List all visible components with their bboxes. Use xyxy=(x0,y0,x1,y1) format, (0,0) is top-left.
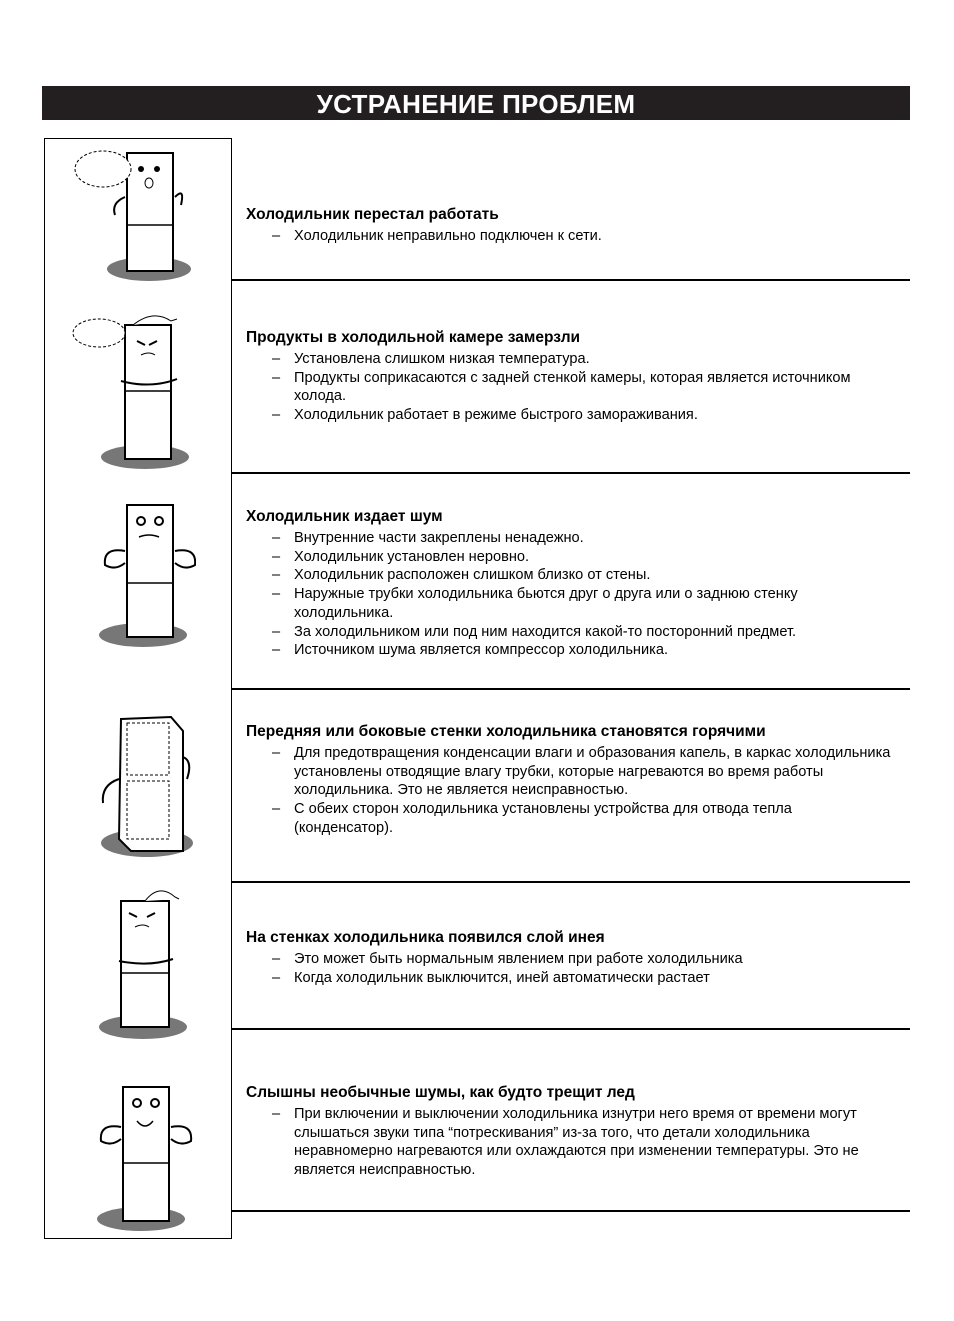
list-item: – Установлена слишком низкая температура. xyxy=(272,351,590,367)
section-divider xyxy=(232,1028,910,1030)
cause-list xyxy=(246,1105,894,1180)
page-title: УСТРАНЕНИЕ ПРОБЛЕМ xyxy=(42,86,910,120)
list-item: – Холодильник расположен слишком близко от стены. xyxy=(272,567,651,584)
illustration-column xyxy=(44,138,232,1239)
fridge-hot-icon xyxy=(71,709,196,859)
list-item: – Это может быть нормальным явлением при работе холодильника xyxy=(272,951,743,967)
list-item: – При включении и выключении холодильника изнутри него время от времени могут слышаться звуки типа “потрескивания” из-за того, что детали холодильника неравномерно нагреваются или охлаждаются при изменении температуры. Это не является неисправностью. xyxy=(272,1106,859,1179)
section-heading: Слышны необычные шумы, как будто трещит лед xyxy=(246,1084,635,1101)
list-item: – Для предотвращения конденсации влаги и образования капель, в каркас холодильника установлены отводящие влагу трубки, которые нагреваются во время работы холодильника. Это не является неисправностью. xyxy=(272,745,891,799)
section-divider xyxy=(232,279,910,281)
cause-list xyxy=(246,744,894,838)
section-heading: Передняя или боковые стенки холодильника становятся горячими xyxy=(246,723,766,740)
list-item: – Наружные трубки холодильника бьются друг о друга или о заднюю стенку холодильника. xyxy=(272,586,798,621)
cause-list xyxy=(246,950,894,987)
section-heading: Продукты в холодильной камере замерзли xyxy=(246,329,581,346)
section-heading: Холодильник издает шум xyxy=(246,508,443,525)
list-item: – Когда холодильник выключится, иней автоматически растает xyxy=(272,969,710,986)
fridge-unplugged-icon xyxy=(71,147,196,282)
section-divider xyxy=(232,1210,910,1212)
list-item: – Холодильник работает в режиме быстрого замораживания. xyxy=(272,407,698,424)
cause-list xyxy=(246,529,894,660)
list-item: – Холодильник неправильно подключен к сети. xyxy=(272,228,602,244)
cause-list xyxy=(246,350,894,425)
list-item: – Продукты соприкасаются с задней стенкой камеры, которая является источником холода. xyxy=(272,369,851,405)
section-heading: На стенках холодильника появился слой инея xyxy=(246,929,605,946)
list-item: – Внутренние части закреплены ненадежно. xyxy=(272,530,584,546)
list-item: – За холодильником или под ним находится какой-то посторонний предмет. xyxy=(272,623,797,640)
fridge-noise-icon xyxy=(71,501,196,651)
list-item: – С обеих сторон холодильника установлены устройства для отвода тепла (конденсатор). xyxy=(272,801,792,836)
cause-list xyxy=(246,227,894,246)
list-item: – Источником шума является компрессор холодильника. xyxy=(272,642,669,659)
section-divider xyxy=(232,881,910,883)
section-divider xyxy=(232,472,910,474)
fridge-frost-icon xyxy=(71,887,196,1042)
fridge-frozen-icon xyxy=(71,311,196,471)
section-divider xyxy=(232,688,910,690)
fridge-crackle-icon xyxy=(71,1083,196,1233)
list-item: – Холодильник установлен неровно. xyxy=(272,548,530,565)
section-heading: Холодильник перестал работать xyxy=(246,206,499,223)
